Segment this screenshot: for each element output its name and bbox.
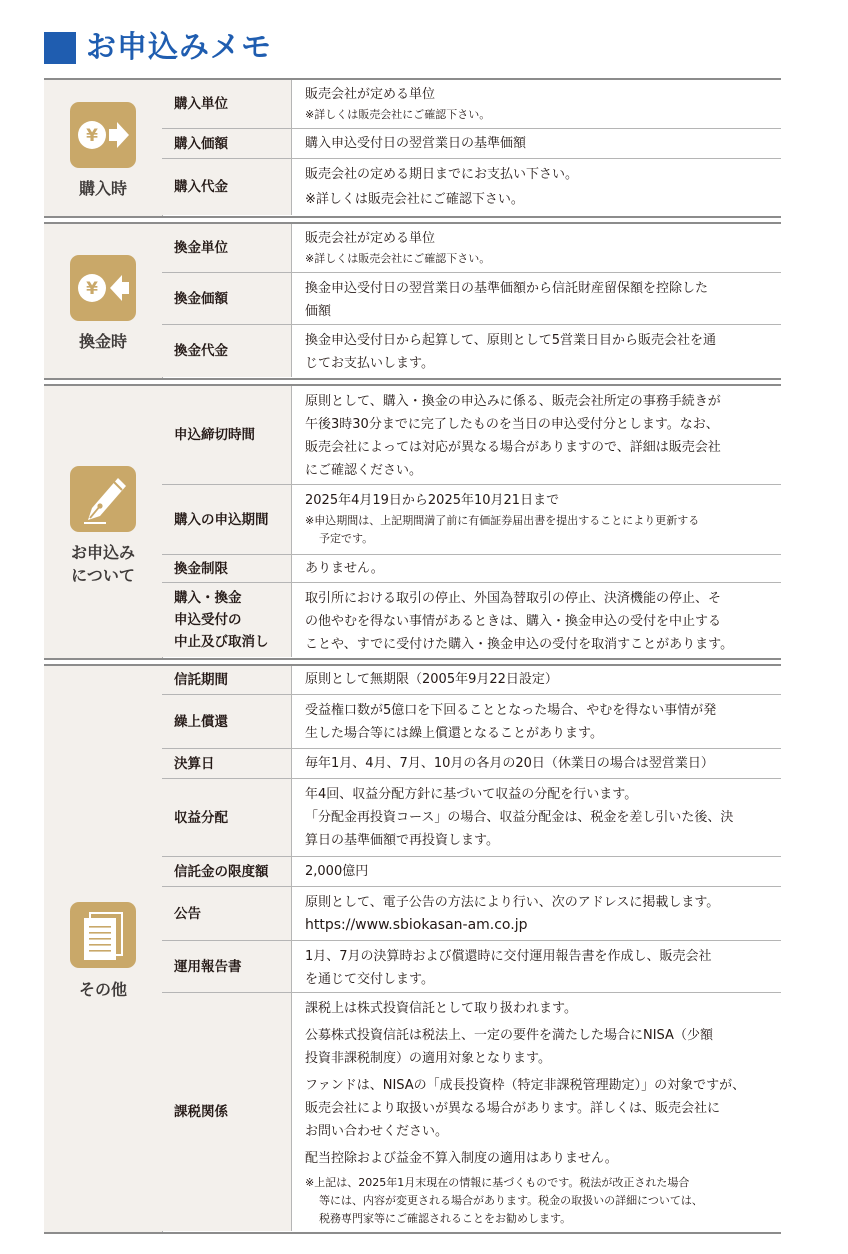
section-application-label-line2: について xyxy=(71,566,135,585)
content-line: 受益権口数が5億口を下回ることとなった場合、やむを得ない事情が発 xyxy=(305,703,717,718)
row-distribution xyxy=(162,778,781,857)
document-icon xyxy=(70,902,136,968)
row-content xyxy=(293,695,781,749)
title-square-marker xyxy=(44,32,76,64)
row-content xyxy=(293,887,781,941)
row-content xyxy=(293,273,781,325)
content-line: 原則として、購入・換金の申込みに係る、販売会社所定の事務手続きが xyxy=(305,394,721,409)
content-line: 価額 xyxy=(305,304,332,319)
row-head: 公告 xyxy=(162,887,292,941)
section-application xyxy=(44,384,781,660)
row-taxation xyxy=(162,992,781,1231)
content-line: 毎年1月、4月、7月、10月の各月の20日（休業日の場合は翌営業日） xyxy=(305,756,714,771)
content-line: 投資非課税制度）の適用対象となります。 xyxy=(305,1051,551,1066)
row-head xyxy=(162,583,292,657)
content-line: にご確認ください。 xyxy=(305,463,423,478)
content-line: 原則として無期限（2005年9月22日設定） xyxy=(305,672,558,687)
row-content xyxy=(293,325,781,377)
row-head: 換金代金 xyxy=(162,325,292,377)
row-content xyxy=(293,583,781,657)
row-content xyxy=(293,666,781,694)
content-line: 原則として、電子公告の方法により行い、次のアドレスに掲載します。 xyxy=(305,895,720,910)
row-purchase-price xyxy=(162,128,781,159)
row-content xyxy=(293,749,781,779)
svg-text:¥: ¥ xyxy=(86,126,98,146)
content-note: ※詳しくは販売会社にご確認下さい。 xyxy=(305,252,491,265)
row-early-redemption xyxy=(162,694,781,749)
content-line: 2025年4月19日から2025年10月21日まで xyxy=(305,493,560,508)
row-application-period xyxy=(162,484,781,555)
row-content xyxy=(293,129,781,159)
section-other-label: その他 xyxy=(78,980,127,999)
row-public-notice xyxy=(162,886,781,941)
content-line: 算日の基準価額で再投資します。 xyxy=(305,833,499,848)
row-purchase-unit xyxy=(162,80,781,128)
row-redemption-price xyxy=(162,272,781,325)
page-title: お申込みメモ xyxy=(86,30,272,65)
svg-text:¥: ¥ xyxy=(86,279,98,299)
content-line: ありません。 xyxy=(305,561,384,576)
content-note: ※申込期間は、上記期間満了前に有価証券届出書を提出することにより更新する xyxy=(305,514,700,527)
row-head: 購入代金 xyxy=(162,159,292,215)
section-redemption-label-cell xyxy=(44,224,163,378)
row-redemption-limit xyxy=(162,554,781,583)
content-line: 1月、7月の決算時および償還時に交付運用報告書を作成し、販売会社 xyxy=(305,949,712,964)
content-line: 販売会社が定める単位 xyxy=(305,231,436,246)
row-redemption-payment xyxy=(162,324,781,377)
content-line: 配当控除および益金不算入制度の適用はありません。 xyxy=(305,1151,618,1166)
row-head: 換金価額 xyxy=(162,273,292,325)
section-other xyxy=(44,664,781,1234)
section-application-label-line1: お申込み xyxy=(70,543,135,562)
content-line: 「分配金再投資コース」の場合、収益分配金は、税金を差し引いた後、決 xyxy=(305,810,734,825)
row-head-line: 申込受付の xyxy=(174,612,242,628)
content-line: の他やむを得ない事情があるときは、購入・換金申込の受付を中止する xyxy=(305,614,722,629)
content-line: 換金申込受付日の翌営業日の基準価額から信託財産留保額を控除した xyxy=(305,281,709,296)
notice-url: https://www.sbiokasan-am.co.jp xyxy=(305,917,528,933)
row-content xyxy=(293,80,781,128)
section-purchase-label: 購入時 xyxy=(78,179,127,198)
content-line: 課税上は株式投資信託として取り扱われます。 xyxy=(305,1001,577,1016)
yen-arrow-out-icon xyxy=(70,255,136,321)
row-content xyxy=(293,386,781,484)
content-line: 換金申込受付日から起算して、原則として5営業日目から販売会社を通 xyxy=(305,333,717,348)
section-purchase-label-cell xyxy=(44,80,163,216)
row-purchase-payment xyxy=(162,158,781,215)
row-redemption-unit xyxy=(162,224,781,272)
content-line: 販売会社の定める期日までにお支払い下さい。 xyxy=(305,167,579,182)
row-content xyxy=(293,224,781,272)
section-other-label-cell xyxy=(44,666,163,1232)
pen-nib-icon xyxy=(70,466,136,532)
content-line: 取引所における取引の停止、外国為替取引の停止、決済機能の停止、そ xyxy=(305,591,722,606)
row-content xyxy=(293,485,781,555)
content-line: じてお支払いします。 xyxy=(305,356,434,371)
row-head: 運用報告書 xyxy=(162,941,292,993)
row-head: 換金制限 xyxy=(162,555,292,583)
content-line: ※詳しくは販売会社にご確認下さい。 xyxy=(305,192,524,207)
page-title-block xyxy=(44,28,272,68)
section-purchase xyxy=(44,78,781,218)
row-cutoff-time xyxy=(162,386,781,484)
row-head: 換金単位 xyxy=(162,224,292,272)
content-note: ※上記は、2025年1月末現在の情報に基づくものです。税法が改正された場合 xyxy=(305,1176,690,1189)
content-note: 予定です。 xyxy=(319,532,374,545)
section-redemption-label: 換金時 xyxy=(78,332,127,351)
content-note: 等には、内容が変更される場合があります。税金の取扱いの詳細については、 xyxy=(319,1194,703,1207)
row-head: 繰上償還 xyxy=(162,695,292,749)
row-head-line: 中止及び取消し xyxy=(174,634,269,650)
row-head: 信託金の限度額 xyxy=(162,857,292,887)
row-head: 購入価額 xyxy=(162,129,292,159)
row-head: 課税関係 xyxy=(162,993,292,1231)
row-head: 購入単位 xyxy=(162,80,292,128)
row-head: 申込締切時間 xyxy=(162,386,292,484)
content-line: 購入申込受付日の翌営業日の基準価額 xyxy=(305,136,527,151)
row-management-report xyxy=(162,940,781,993)
row-content xyxy=(293,555,781,583)
content-line: ファンドは、NISAの「成長投資枠（特定非課税管理勘定）」の対象ですが、 xyxy=(305,1078,746,1093)
yen-arrow-in-icon xyxy=(70,102,136,168)
content-note: 税務専門家等にご確認されることをお勧めします。 xyxy=(319,1212,572,1225)
content-line: を通じて交付します。 xyxy=(305,972,434,987)
row-content xyxy=(293,159,781,215)
row-head-line: 購入・換金 xyxy=(174,590,242,606)
row-content xyxy=(293,779,781,857)
row-head: 購入の申込期間 xyxy=(162,485,292,555)
content-note: ※詳しくは販売会社にご確認下さい。 xyxy=(305,108,491,121)
content-line: 午後3時30分までに完了したものを当日の申込受付分とします。なお、 xyxy=(305,417,719,432)
content-line: 販売会社によっては対応が異なる場合がありますので、詳細は販売会社 xyxy=(305,440,721,455)
row-head: 決算日 xyxy=(162,749,292,779)
content-line: お問い合わせください。 xyxy=(305,1124,449,1139)
row-head: 信託期間 xyxy=(162,666,292,694)
section-redemption xyxy=(44,222,781,380)
content-line: 年4回、収益分配方針に基づいて収益の分配を行います。 xyxy=(305,787,638,802)
content-line: 2,000億円 xyxy=(305,864,369,879)
section-application-label-cell xyxy=(44,386,163,658)
row-content xyxy=(293,857,781,887)
content-line: 販売会社により取扱いが異なる場合があります。詳しくは、販売会社に xyxy=(305,1101,720,1116)
content-line: 生した場合等には繰上償還となることがあります。 xyxy=(305,726,603,741)
row-suspension xyxy=(162,582,781,657)
row-head: 収益分配 xyxy=(162,779,292,857)
row-trust-period xyxy=(162,666,781,694)
row-settlement-date xyxy=(162,748,781,779)
row-trust-limit xyxy=(162,856,781,887)
row-content xyxy=(293,941,781,993)
content-line: 公募株式投資信託は税法上、一定の要件を満たした場合にNISA（少額 xyxy=(305,1028,713,1043)
content-line: 販売会社が定める単位 xyxy=(305,87,436,102)
content-line: ことや、すでに受付けた購入・換金申込の受付を取消すことがあります。 xyxy=(305,637,734,652)
row-content xyxy=(293,993,781,1231)
